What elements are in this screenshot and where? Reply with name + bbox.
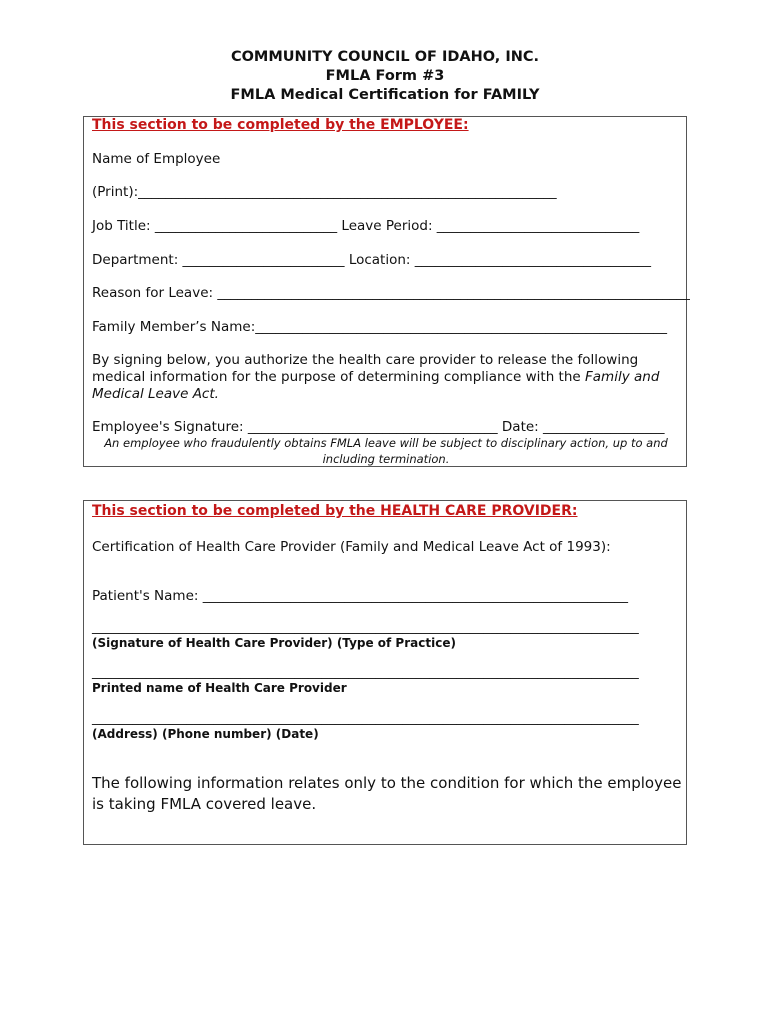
form-header: [0, 48, 770, 105]
provider-signature-field[interactable]: _________________________________________________________________________________: [92, 619, 639, 635]
form-title: FMLA Medical Certification for FAMILY: [230, 87, 540, 103]
org-name: COMMUNITY COUNCIL OF IDAHO, INC.: [230, 49, 540, 65]
provider-address-caption: (Address) (Phone number) (Date): [92, 727, 319, 741]
employee-section-title: This section to be completed by the EMPLOYEE:: [92, 117, 469, 133]
form-number: FMLA Form #3: [325, 68, 445, 84]
employee-section: [83, 116, 690, 467]
closing-statement: The following information relates only to the condition for which the employee is taking FMLA covered leave.: [92, 774, 682, 813]
job-title-leave-period-field[interactable]: Job Title: ___________________________ Leave Period: ______________________________: [92, 218, 640, 234]
certification-heading: Certification of Health Care Provider (Family and Medical Leave Act of 1993):: [92, 539, 611, 555]
employee-name-label: Name of Employee: [92, 151, 221, 167]
authorization-act-name: Family and Medical Leave Act.: [92, 369, 660, 402]
provider-printed-name-caption: Printed name of Health Care Provider: [92, 681, 347, 695]
patient-name-field[interactable]: Patient's Name: _______________________________________________________________: [92, 588, 628, 604]
provider-signature-caption: (Signature of Health Care Provider) (Type of Practice): [92, 636, 456, 650]
provider-address-field[interactable]: _________________________________________________________________________________: [92, 710, 639, 726]
provider-section: [83, 500, 687, 845]
authorization-text: [92, 352, 677, 403]
family-member-name-field[interactable]: Family Member’s Name:_____________________________________________________________: [92, 319, 668, 335]
employee-name-field[interactable]: (Print):______________________________________________________________: [92, 184, 557, 200]
provider-section-title: This section to be completed by the HEALTH CARE PROVIDER:: [92, 503, 578, 519]
employee-signature-date-field[interactable]: Employee's Signature: _____________________________________ Date: __________________: [92, 419, 665, 435]
reason-for-leave-field[interactable]: Reason for Leave: ______________________________________________________________________: [92, 285, 690, 301]
fraud-warning: An employee who fraudulently obtains FMLA leave will be subject to disciplinary action, up to and including termination.: [104, 436, 668, 466]
department-location-field[interactable]: Department: ________________________ Location: ___________________________________: [92, 252, 652, 268]
authorization-body: By signing below, you authorize the health care provider to release the following medical information for the purpose of determining compliance with the: [92, 352, 639, 385]
provider-printed-name-field[interactable]: _________________________________________________________________________________: [92, 664, 639, 680]
